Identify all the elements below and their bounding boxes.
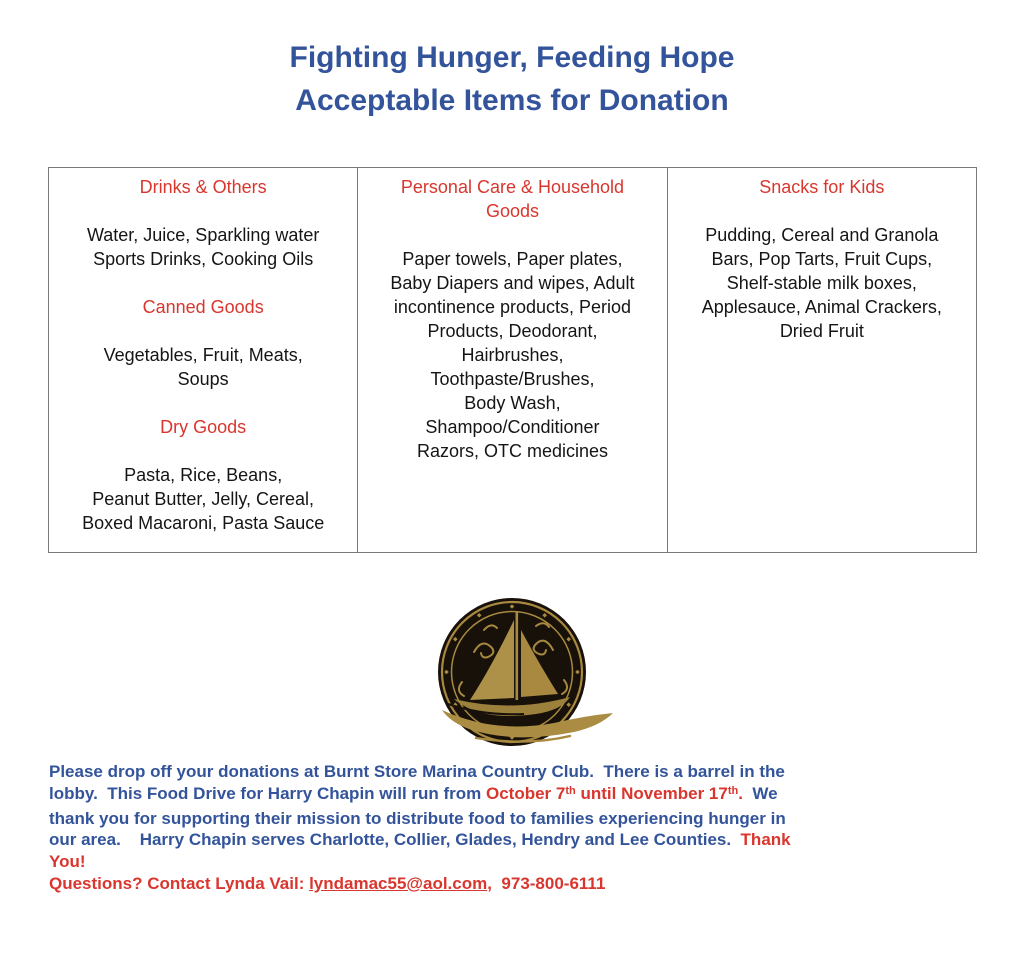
item-line: Pudding, Cereal and Granola <box>705 225 939 245</box>
item-line: Paper towels, Paper plates, <box>402 249 623 269</box>
column-snacks-for-kids <box>667 168 976 552</box>
item-line: Water, Juice, Sparkling water <box>86 225 320 245</box>
category-heading: Canned Goods <box>142 297 264 317</box>
page-title-line2: Acceptable Items for Donation <box>295 84 729 117</box>
item-line: Products, Deodorant, <box>427 321 598 341</box>
footer-text: We <box>752 783 778 803</box>
item-line: Baby Diapers and wipes, Adult <box>390 273 635 293</box>
donation-items-table <box>48 167 977 553</box>
item-line: Pasta, Rice, Beans, <box>124 465 283 485</box>
category-heading: Drinks & Others <box>139 177 267 197</box>
email-link[interactable]: lyndamac55@aol.com <box>309 873 488 893</box>
item-line: Boxed Macaroni, Pasta Sauce <box>82 513 325 533</box>
item-line: Shampoo/Conditioner <box>425 417 600 437</box>
phone-number: , 973-800-6111 <box>487 873 606 893</box>
item-line: Sports Drinks, Cooking Oils <box>93 249 314 269</box>
drive-end-date: until November 17 <box>575 783 728 803</box>
footer-text: Please drop off your donations at Burnt Store Marina Country Club. There is a barrel in the <box>49 762 785 781</box>
page-title-line1: Fighting Hunger, Feeding Hope <box>289 41 735 74</box>
item-line: Dried Fruit <box>779 321 864 341</box>
sailboat-emblem-logo <box>424 596 616 756</box>
sailboat-emblem-icon <box>424 596 616 756</box>
category-heading: Personal Care & Household Goods <box>400 177 625 221</box>
item-line: Toothpaste/Brushes, <box>430 369 595 389</box>
category-heading: Snacks for Kids <box>759 177 885 197</box>
ordinal-suffix: th <box>727 784 739 797</box>
footer-text: . <box>738 783 753 803</box>
ordinal-suffix: th <box>565 784 576 797</box>
page-title <box>0 36 1024 122</box>
contact-label: Questions? Contact Lynda Vail: <box>49 873 310 893</box>
drive-start-date: October 7 <box>486 783 566 803</box>
item-line: Vegetables, Fruit, Meats, <box>103 345 303 365</box>
item-line: Shelf-stable milk boxes, <box>726 273 917 293</box>
item-line: Razors, OTC medicines <box>416 441 609 461</box>
item-line: Hairbrushes, <box>461 345 564 365</box>
footer-text: Thank <box>740 830 791 850</box>
category-heading: Dry Goods <box>160 417 247 437</box>
footer-text: our area. Harry Chapin serves Charlotte, Collier, Glades, Hendry and Lee Counties. <box>49 830 741 850</box>
column-drinks-others <box>49 168 357 552</box>
item-line: Bars, Pop Tarts, Fruit Cups, <box>711 249 933 269</box>
footer-notice <box>49 761 1009 895</box>
column-personal-care-household <box>357 168 666 552</box>
item-line: Body Wash, <box>464 393 561 413</box>
footer-text: thank you for supporting their mission to distribute food to families experiencing hunger in <box>49 808 786 828</box>
footer-text: You! <box>49 852 86 872</box>
mast <box>516 612 519 700</box>
item-line: Soups <box>177 369 229 389</box>
item-line: incontinence products, Period <box>393 297 632 317</box>
item-line: Applesauce, Animal Crackers, <box>701 297 942 317</box>
footer-text: lobby. This Food Drive for Harry Chapin will run from <box>49 783 486 803</box>
item-line: Peanut Butter, Jelly, Cereal, <box>92 489 315 509</box>
